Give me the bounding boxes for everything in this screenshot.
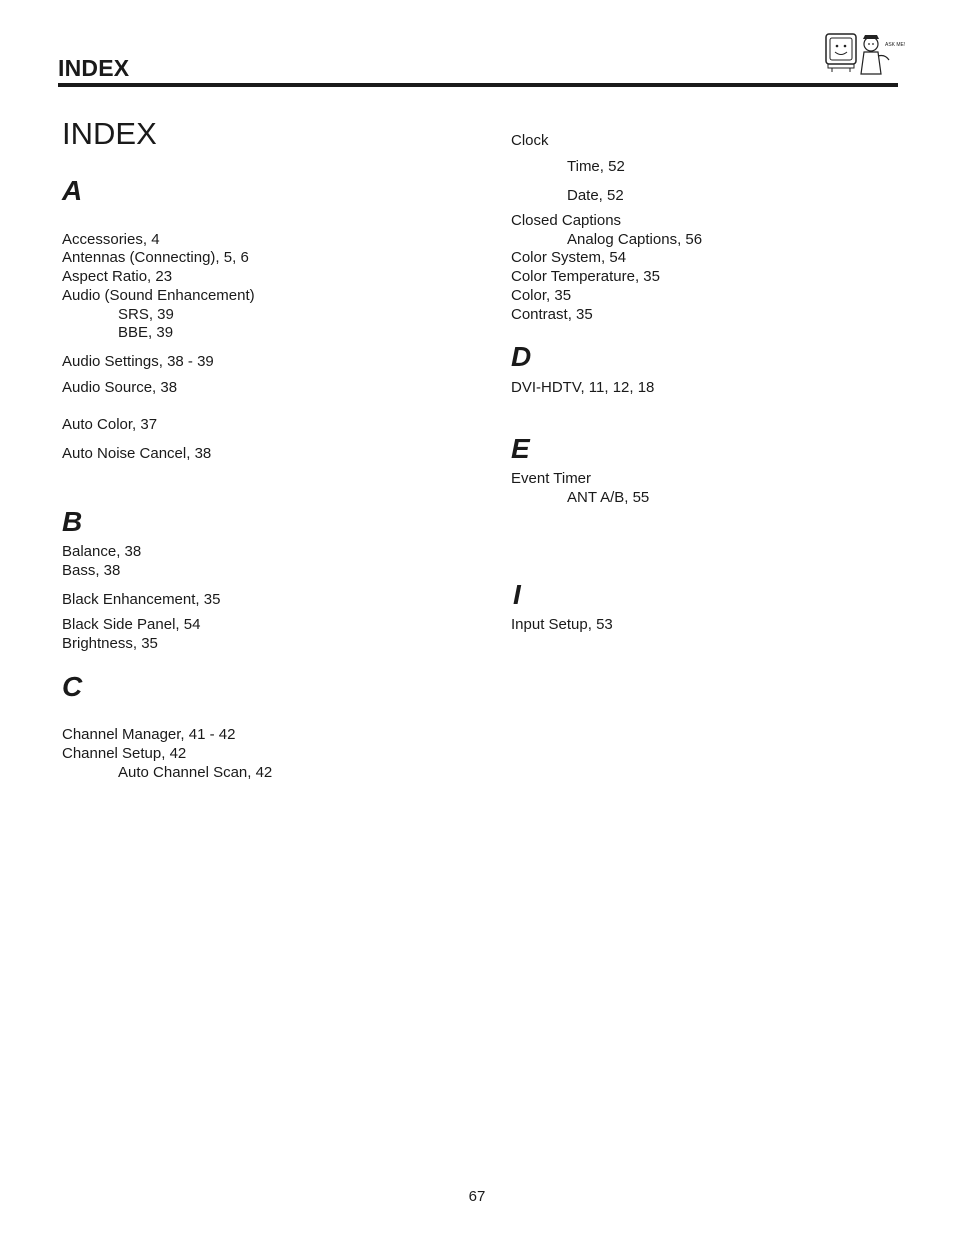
letter-heading-c: C bbox=[62, 671, 83, 702]
index-subentry: Auto Channel Scan, 42 bbox=[118, 764, 273, 781]
index-entry: Clock bbox=[511, 132, 549, 149]
index-entry: Bass, 38 bbox=[62, 562, 121, 579]
letter-heading-e: E bbox=[511, 433, 530, 464]
index-entry: Black Enhancement, 35 bbox=[62, 591, 221, 608]
index-entry: Channel Setup, 42 bbox=[62, 745, 187, 762]
index-entry: Input Setup, 53 bbox=[511, 616, 613, 633]
letter-heading-d: D bbox=[511, 341, 532, 372]
index-entry: Auto Color, 37 bbox=[62, 416, 158, 433]
letter-heading-b: B bbox=[62, 506, 83, 537]
index-subentry: ANT A/B, 55 bbox=[567, 489, 650, 506]
index-subentry: BBE, 39 bbox=[118, 324, 174, 341]
header-title: INDEX bbox=[58, 55, 130, 81]
index-entry: Audio Settings, 38 - 39 bbox=[62, 353, 214, 370]
index-entry: Antennas (Connecting), 5, 6 bbox=[62, 249, 249, 266]
index-entry: Channel Manager, 41 - 42 bbox=[62, 726, 236, 743]
index-subentry: Analog Captions, 56 bbox=[567, 231, 703, 248]
page-number: 67 bbox=[468, 1188, 486, 1205]
index-entry: Event Timer bbox=[511, 470, 592, 487]
ask-me-mascot-logo bbox=[823, 30, 906, 80]
logo-caption: ASK ME! bbox=[885, 42, 906, 48]
index-entry: Contrast, 35 bbox=[511, 306, 593, 323]
index-entry: Color, 35 bbox=[511, 287, 572, 304]
index-entry: Accessories, 4 bbox=[62, 231, 160, 248]
index-entry: Color System, 54 bbox=[511, 249, 627, 266]
index-subentry: Time, 52 bbox=[567, 158, 625, 175]
index-entry: Black Side Panel, 54 bbox=[62, 616, 201, 633]
index-entry: Audio (Sound Enhancement) bbox=[62, 287, 255, 304]
index-entry: Auto Noise Cancel, 38 bbox=[62, 445, 212, 462]
index-entry: Brightness, 35 bbox=[62, 635, 158, 652]
index-entry: Balance, 38 bbox=[62, 543, 142, 560]
index-entry: Color Temperature, 35 bbox=[511, 268, 660, 285]
index-subentry: SRS, 39 bbox=[118, 306, 174, 323]
index-entry: Closed Captions bbox=[511, 212, 622, 229]
letter-heading-a: A bbox=[62, 175, 83, 206]
letter-heading-i: I bbox=[513, 579, 521, 610]
index-entry: Audio Source, 38 bbox=[62, 379, 178, 396]
page-title: INDEX bbox=[62, 116, 157, 151]
index-subentry: Date, 52 bbox=[567, 187, 624, 204]
index-entry: DVI-HDTV, 11, 12, 18 bbox=[511, 379, 655, 396]
header-rule bbox=[58, 83, 898, 87]
index-entry: Aspect Ratio, 23 bbox=[62, 268, 173, 285]
